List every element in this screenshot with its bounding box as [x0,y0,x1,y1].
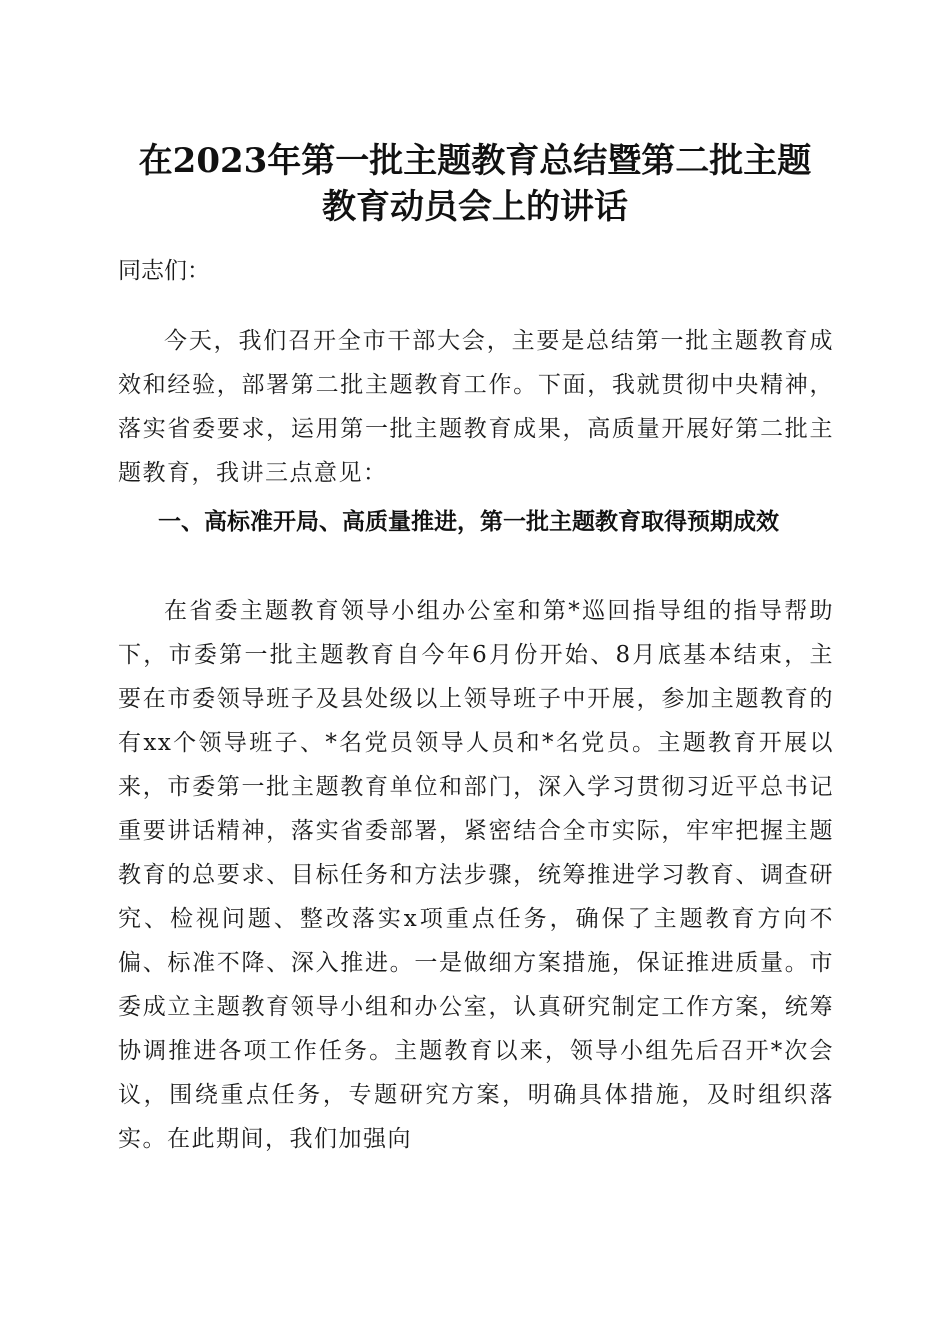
salutation: 同志们： [118,258,210,284]
section-heading-1: 一、高标准开局、高质量推进，第一批主题教育取得预期成效 [158,509,779,535]
document-title-line-1: 在2023年第一批主题教育总结暨第二批主题 [138,141,812,181]
paragraph-section-1: 在省委主题教育领导小组办公室和第*巡回指导组的指导帮助下，市委第一批主题教育自今年6月份开始、8月底基本结束，主要在市委领导班子及县处级以上领导班子中开展，参加主题教育的有xx个领导班子、*名党员领导人员和*名党员。主题教育开展以来，市委第一批主题教育单位和部门，深入学习贯彻习近平总书记重要讲话精神，落实省委部署，紧密结合全市实际，牢牢把握主题教育的总要求、目标任务和方法步骤，统筹推进学习教育、调查研究、检视问题、整改落实x项重点任务，确保了主题教育方向不偏、标准不降、深入推进。一是做细方案措施，保证推进质量。市委成立主题教育领导小组和办公室，认真研究制定工作方案，统筹协调推进各项工作任务。主题教育以来，领导小组先后召开*次会议，围绕重点任务，专题研究方案，明确具体措施，及时组织落实。在此期间，我们加强向 [118,598,834,1152]
paragraph-intro: 今天，我们召开全市干部大会，主要是总结第一批主题教育成效和经验，部署第二批主题教育工作。下面，我就贯彻中央精神，落实省委要求，运用第一批主题教育成果，高质量开展好第二批主题教育，我讲三点意见： [118,328,834,486]
document-title-line-2: 教育动员会上的讲话 [322,187,628,227]
